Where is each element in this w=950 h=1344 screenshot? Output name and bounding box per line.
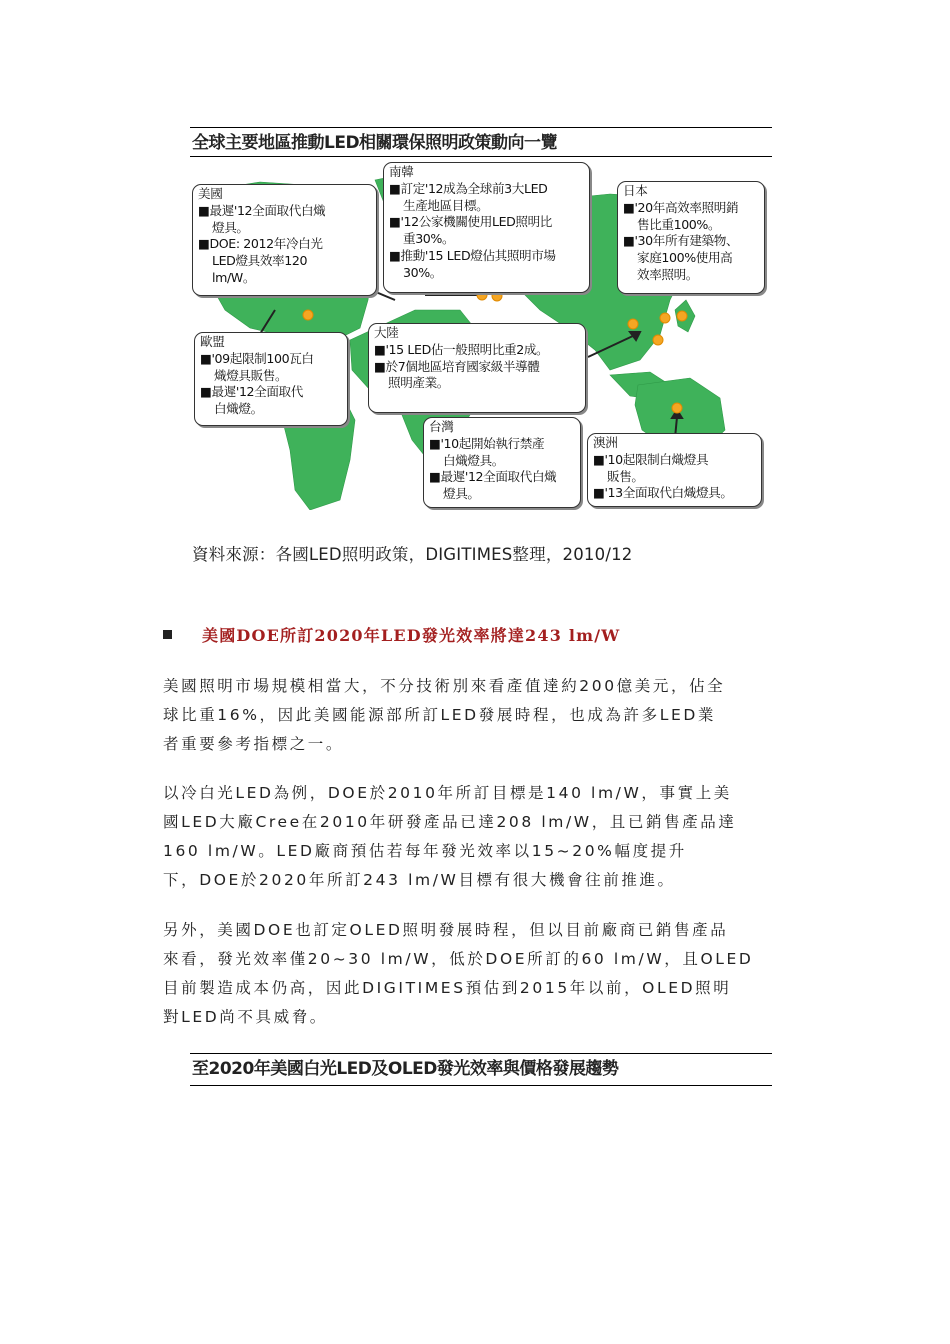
callout-taiwan-line: 燈具。 <box>443 486 480 502</box>
callout-japan-line: 效率照明。 <box>637 266 698 282</box>
paragraph <box>163 779 803 895</box>
callout-japan-line: 家庭100%使用高 <box>637 250 733 266</box>
callout-china <box>368 323 586 413</box>
callout-usa-line: LED燈具效率120 <box>212 253 308 269</box>
callout-japan-title: 日本 <box>623 183 648 198</box>
callout-china-line: ■於7個地區培育國家級半導體 <box>374 358 540 374</box>
callout-eu-line: 白熾燈。 <box>214 401 263 417</box>
callout-australia-line: 販售。 <box>607 468 644 484</box>
table-title: 至2020年美國白光LED及OLED發光效率與價格發展趨勢 <box>190 1053 772 1086</box>
paragraph-line: 球比重16%，因此美國能源部所訂LED發展時程，也成為許多LED業 <box>163 706 716 724</box>
callout-usa-line: ■DOE: 2012年冷白光 <box>198 236 323 252</box>
paragraph-line: 國LED大廠Cree在2010年研發產品已達208 lm/W，且已銷售產品達 <box>163 813 737 831</box>
marker-japan <box>677 311 687 321</box>
callout-eu-title: 歐盟 <box>200 334 225 349</box>
section-heading-text: 美國DOE所訂2020年LED發光效率將達243 lm/W <box>202 626 621 645</box>
source-note: 資料來源：各國LED照明政策，DIGITIMES整理，2010/12 <box>192 545 633 564</box>
paragraph-line: 以冷白光LED為例，DOE於2010年所訂目標是140 lm/W，事實上美 <box>163 784 732 802</box>
callout-usa <box>192 184 377 296</box>
callout-japan-line: 售比重100%。 <box>637 216 721 232</box>
callout-taiwan <box>423 417 581 508</box>
paragraph <box>163 916 803 1032</box>
callout-usa-line: 燈具。 <box>212 219 249 235</box>
marker-taiwan <box>653 335 663 345</box>
callout-australia-line: ■'13全面取代白熾燈具。 <box>593 485 733 501</box>
paragraph-line: 另外，美國DOE也訂定OLED照明發展時程，但以目前廠商已銷售產品 <box>163 921 729 939</box>
marker-australia <box>672 403 682 413</box>
marker-korea <box>660 313 670 323</box>
callout-korea-line: 重30%。 <box>403 231 455 247</box>
callout-eu-line: ■'09起限制100瓦白 <box>200 350 314 366</box>
callout-korea-line: ■訂定'12成為全球前3大LED <box>389 180 548 196</box>
callout-china-line: 照明產業。 <box>388 375 449 391</box>
callout-korea-line: ■推動'15 LED燈佔其照明市場 <box>389 247 556 263</box>
paragraph-line: 美國照明市場規模相當大，不分技術別來看產值達約200億美元，佔全 <box>163 677 726 695</box>
marker-china <box>628 319 638 329</box>
callout-usa-title: 美國 <box>198 186 223 201</box>
callout-korea <box>383 162 590 293</box>
callout-japan-line: ■'30年所有建築物、 <box>623 233 739 249</box>
policy-map-figure <box>190 160 772 510</box>
callout-korea-line: 30%。 <box>403 264 442 280</box>
callout-usa-line: lm/W。 <box>212 269 256 285</box>
callout-taiwan-title: 台灣 <box>429 419 454 434</box>
callout-korea-title: 南韓 <box>389 164 414 179</box>
paragraph-line: 者重要參考指標之一。 <box>163 735 345 753</box>
paragraph <box>163 672 803 759</box>
paragraph-line: 目前製造成本仍高，因此DIGITIMES預估到2015年以前，OLED照明 <box>163 979 732 997</box>
callout-taiwan-line: ■最遲'12全面取代白熾 <box>429 469 557 485</box>
callout-eu <box>194 332 348 426</box>
callout-japan <box>617 181 765 294</box>
paragraph-line: 來看，發光效率僅20~30 lm/W，低於DOE所訂的60 lm/W，且OLED <box>163 950 754 968</box>
callout-usa-line: ■最遲'12全面取代白熾 <box>198 202 326 218</box>
figure-title: 全球主要地區推動LED相關環保照明政策動向一覽 <box>190 127 772 157</box>
callout-australia-title: 澳洲 <box>593 435 618 450</box>
callout-japan-line: ■'20年高效率照明銷 <box>623 199 739 215</box>
callout-australia-line: ■'10起限制白熾燈具 <box>593 451 709 467</box>
callout-taiwan-line: 白熾燈具。 <box>443 452 504 468</box>
marker-usa <box>303 310 313 320</box>
callout-china-line: ■'15 LED佔一般照明比重2成。 <box>374 341 549 357</box>
square-bullet-icon <box>163 630 172 639</box>
paragraph-line: 對LED尚不具威脅。 <box>163 1008 328 1026</box>
callout-china-title: 大陸 <box>374 325 399 340</box>
callout-australia <box>587 433 762 507</box>
callout-korea-line: 生產地區目標。 <box>403 197 489 213</box>
paragraph-line: 下，DOE於2020年所訂243 lm/W目標有很大機會往前推進。 <box>163 871 676 889</box>
callout-eu-line: 熾燈具販售。 <box>214 367 288 383</box>
callout-taiwan-line: ■'10起開始執行禁產 <box>429 435 545 451</box>
callout-korea-line: ■'12公家機關使用LED照明比 <box>389 214 553 230</box>
paragraph-line: 160 lm/W。LED廠商預估若每年發光效率以15~20%幅度提升 <box>163 842 687 860</box>
callout-eu-line: ■最遲'12全面取代 <box>200 384 303 400</box>
section-heading <box>163 623 620 646</box>
